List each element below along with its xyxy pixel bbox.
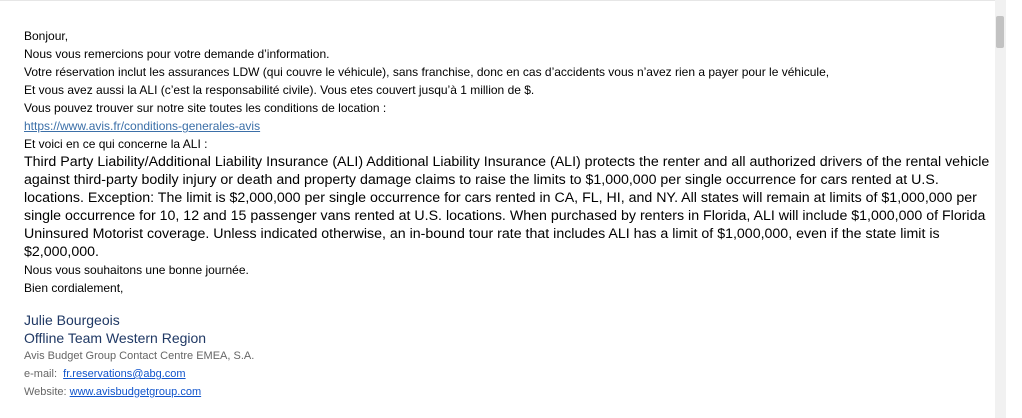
signature-email-link[interactable]: fr.reservations@abg.com [63, 368, 186, 380]
conditions-link[interactable]: https://www.avis.fr/conditions-generales-avis [24, 119, 261, 133]
top-divider [0, 0, 996, 1]
greeting: Bonjour, [24, 29, 69, 43]
body-line-4: Vous pouvez trouver sur notre site toutes les conditions de location : [24, 101, 387, 115]
signature-website-row [24, 383, 999, 401]
ali-paragraph: Third Party Liability/Additional Liability Insurance (ALI) Additional Liability Insurance (ALI) protects the renter and all authorized drivers of the rental vehicle against third-party bodily injury or death and property damage claims to raise the limits to $1,000,000 per single occurrence for cars rented at U.S. locations. Exception: The limit is $2,000,000 per single occurrence for cars rented in CA, FL, HI, and NY. All states will remain at limits of $1,000,000 per single occurrence for 10, 12 and 15 passenger vans rented at U.S. locations. When purchased by renters in Florida, ALI will include $1,000,000 of Florida Uninsured Motorist coverage. Unless indicated otherwise, an in-bound tour rate that includes ALI has a limit of $1,000,000, even if the state limit is $2,000,000. [24, 154, 990, 260]
closing-line-1: Nous vous souhaitons une bonne journée. [24, 263, 249, 277]
body-line-1: Nous vous remercions pour votre demande d’information. [24, 47, 330, 61]
website-label: Website: [24, 386, 67, 398]
body-line-5: Et voici en ce qui concerne la ALI : [24, 137, 208, 151]
closing-line-2: Bien cordialement, [24, 281, 124, 295]
signature-name: Julie Bourgeois [24, 312, 120, 328]
signature-email-row [24, 365, 999, 383]
email-body [24, 27, 999, 401]
signature-company: Avis Budget Group Contact Centre EMEA, S.A. [24, 350, 255, 362]
body-line-3: Et vous avez aussi la ALI (c’est la responsabilité civile). Vous etes couvert jusqu’à 1 million de $. [24, 83, 535, 97]
signature-website-link[interactable]: www.avisbudgetgroup.com [69, 386, 202, 398]
signature-role: Offline Team Western Region [24, 330, 207, 346]
email-label: e-mail: [24, 368, 58, 380]
body-line-2: Votre réservation inclut les assurances LDW (qui couvre le véhicule), sans franchise, donc en cas d’accidents vous n’avez rien a payer pour le véhicule, [24, 65, 830, 79]
